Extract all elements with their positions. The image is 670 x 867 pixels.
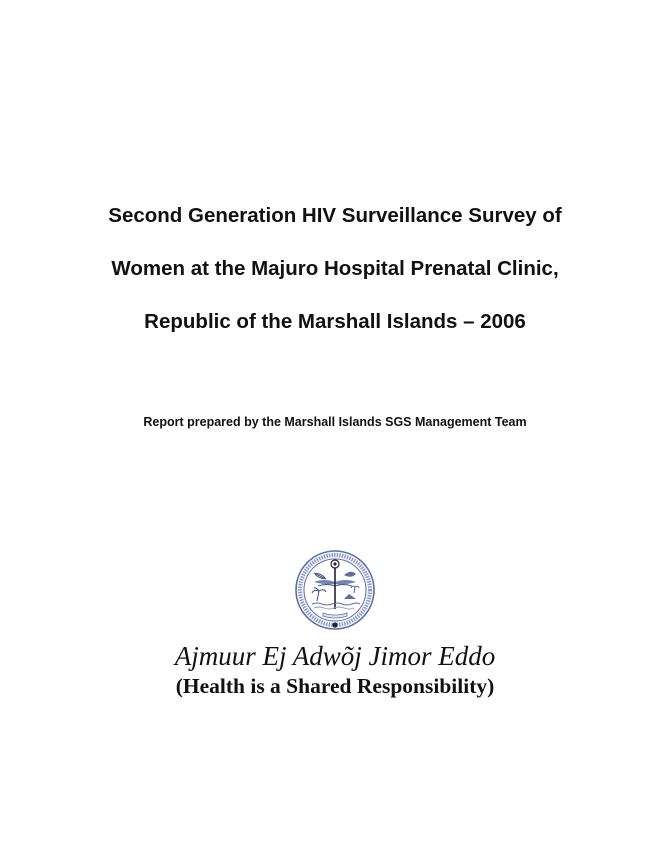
motto-translation: (Health is a Shared Responsibility) [175,674,495,698]
motto-marshallese: Ajmuur Ej Adwõj Jimor Eddo [174,641,496,671]
seal-of-marshall-islands-icon [294,549,376,631]
title-line-1: Second Generation HIV Surveillance Survey of [108,204,562,227]
report-credit: Report prepared by the Marshall Islands SGS Management Team [143,415,527,429]
title-line-3: Republic of the Marshall Islands – 2006 [144,310,526,333]
title-line-2: Women at the Majuro Hospital Prenatal Clinic, [111,257,559,280]
